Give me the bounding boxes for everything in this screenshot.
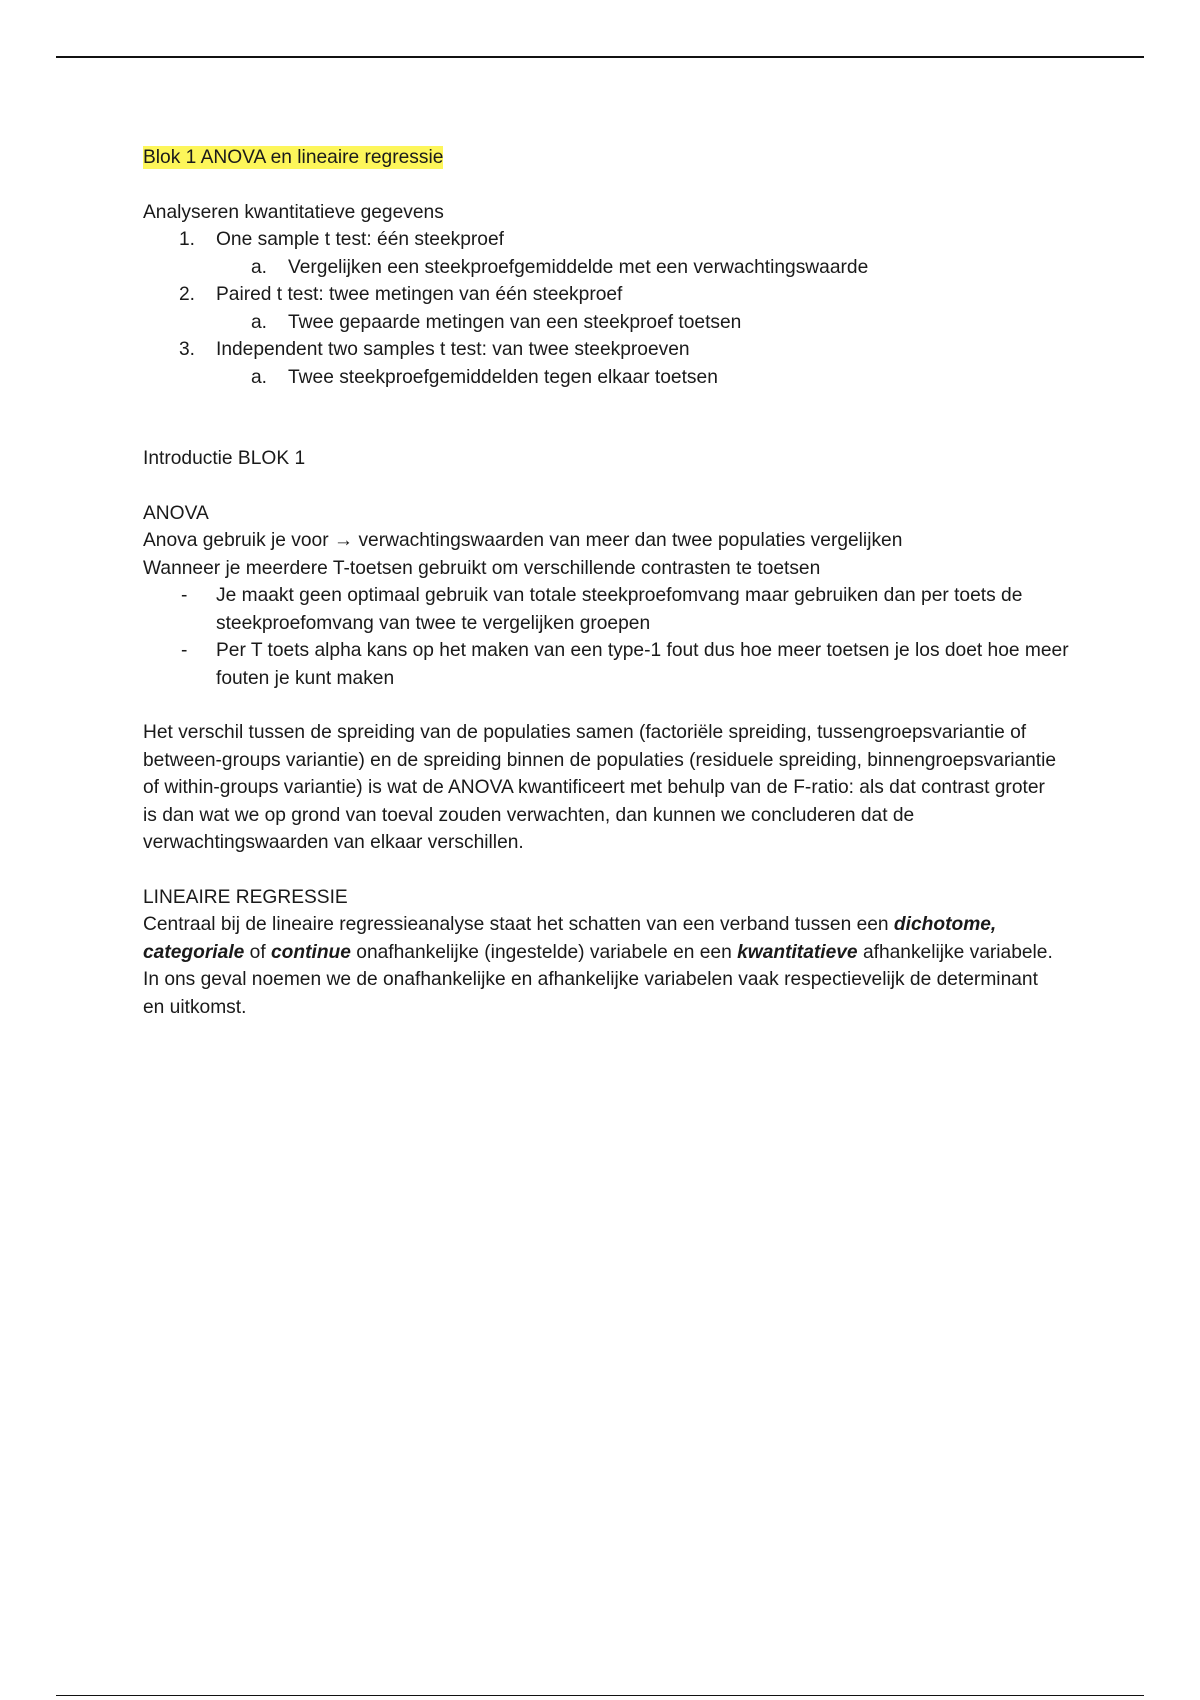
bullet-text: Per T toets alpha kans op het maken van een type-1 fout dus hoe meer toetsen je los doet hoe meer fouten je kunt maken — [216, 640, 1069, 689]
text-run: onafhankelijke (ingestelde) variabele en een — [350, 941, 738, 963]
list-number: 2. — [179, 284, 196, 305]
text-run: afhankelijke variabele. In ons geval noemen we de onafhankelijke en afhankelijke variabelen vaak respectievelijk de determinant en uitkomst. — [143, 941, 1053, 1018]
section-heading: Analyseren kwantitatieve gegevens — [143, 201, 444, 223]
footer-rule — [56, 1695, 1144, 1696]
list-item — [143, 336, 1073, 364]
sub-list-text: Vergelijken een steekproefgemiddelde met een verwachtingswaarde — [288, 256, 869, 278]
sub-list-label: a. — [251, 256, 268, 278]
anova-line: Anova gebruik je voor → verwachtingswaarden van meer dan twee populaties vergelijken — [143, 530, 903, 551]
bullet-item — [143, 637, 1073, 692]
sub-list-text: Twee gepaarde metingen van een steekproef toetsen — [288, 311, 742, 333]
highlighted-title: Blok 1 ANOVA en lineaire regressie — [143, 147, 444, 168]
list-number: 3. — [179, 339, 196, 360]
list-item — [143, 281, 1073, 309]
emphasis-dichotome: dichotome, — [893, 914, 997, 935]
header-rule — [56, 56, 1144, 58]
sub-list-label: a. — [251, 366, 268, 388]
anova-heading: ANOVA — [143, 502, 209, 524]
intro-heading: Introductie BLOK 1 — [143, 448, 306, 469]
page-content — [143, 144, 1073, 1021]
emphasis-kwantitatieve: kwantitatieve — [737, 941, 858, 963]
list-number: 1. — [179, 229, 196, 250]
anova-paragraph: Het verschil tussen de spreiding van de populaties samen (factoriële spreiding, tussengroepsvariantie of between-groups variantie) en de spreiding binnen de populaties (residuele spreiding, binnengroepsvariantie of within-groups variantie) is wat de ANOVA kwantificeert met behulp van de F-ratio: als dat contrast groter is dan wat we op grond van toeval zouden verwachten, dan kunnen we concluderen dat de verwachtingswaarden van elkaar verschillen. — [143, 722, 1057, 853]
emphasis-continue: continue — [271, 941, 351, 963]
bullet-item — [143, 582, 1073, 637]
emphasis-categoriale: categoriale — [143, 941, 245, 963]
anova-line: Wanneer je meerdere T-toetsen gebruikt om verschillende contrasten te toetsen — [143, 557, 821, 579]
bullet-marker: - — [181, 640, 188, 661]
sub-list-text: Twee steekproefgemiddelden tegen elkaar toetsen — [288, 366, 718, 388]
sub-list-item — [143, 364, 1073, 392]
list-text: Independent two samples t test: van twee steekproeven — [216, 339, 690, 360]
document-title — [143, 144, 1073, 172]
list-text: Paired t test: twee metingen van één steekproef — [216, 284, 623, 305]
sub-list-item — [143, 254, 1073, 282]
regression-paragraph — [143, 911, 1063, 1021]
list-item — [143, 226, 1073, 254]
bullet-marker: - — [181, 585, 188, 606]
regression-heading: LINEAIRE REGRESSIE — [143, 886, 348, 908]
sub-list-item — [143, 309, 1073, 337]
bullet-text: Je maakt geen optimaal gebruik van totale steekproefomvang maar gebruiken dan per toets de steekproefomvang van twee te vergelijken groepen — [216, 585, 1023, 634]
sub-list-label: a. — [251, 311, 268, 333]
list-text: One sample t test: één steekproef — [216, 229, 504, 250]
text-run: of — [244, 941, 271, 963]
text-run: Centraal bij de lineaire regressieanalyse staat het schatten van een verband tussen een — [143, 914, 894, 935]
